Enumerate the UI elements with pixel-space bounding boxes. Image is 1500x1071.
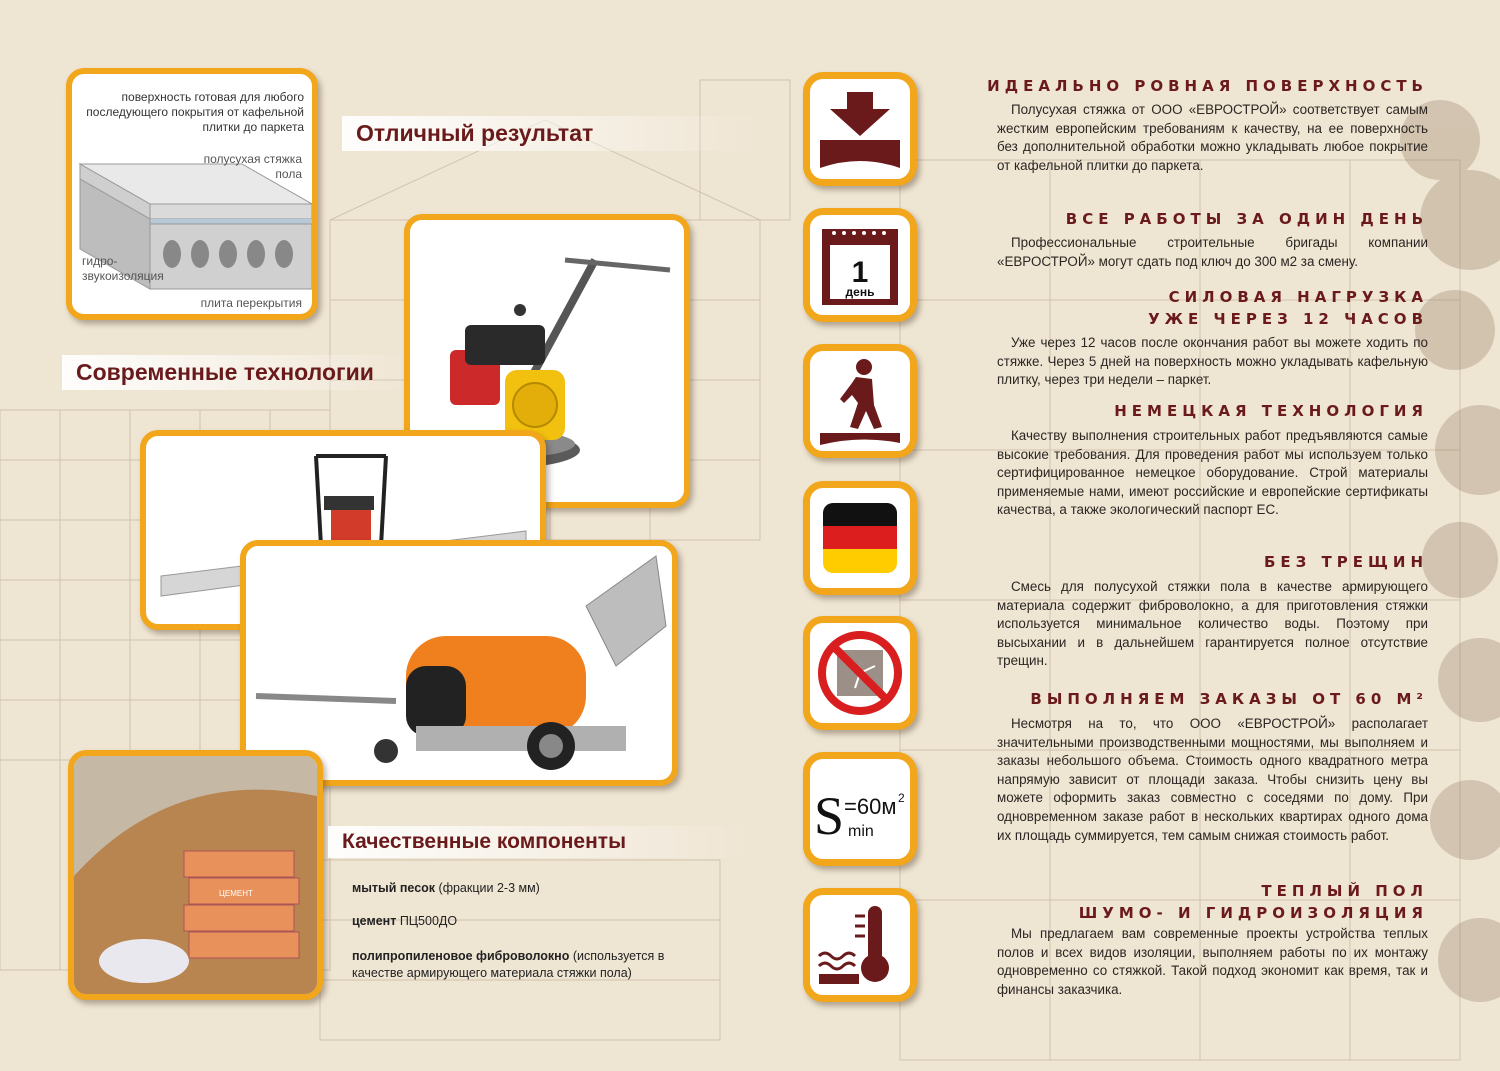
no-cracks-icon — [815, 628, 905, 718]
sand-cement-icon — [74, 756, 317, 994]
floor-layers-diagram — [66, 68, 318, 320]
flat-surface-icon — [815, 84, 905, 174]
section-title-flat-surface: ИДЕАЛЬНО РОВНАЯ ПОВЕРХНОСТЬ — [987, 77, 1428, 95]
section-title-one-day: ВСЕ РАБОТЫ ЗА ОДИН ДЕНЬ — [1065, 210, 1428, 228]
calendar-number: 1 — [851, 256, 869, 289]
section-body-no-cracks: Смесь для полусухой стяжки пола в качестве армирующего материала содержит фиброволокно, а для приготовления стяжки используется минимальное количество воды. Поэтому при высыхании и в дальнейшем гарантируется полное отсутствие трещин. — [997, 579, 1428, 669]
section-body-flat-surface: Полусухая стяжка от ООО «ЕВРОСТРОЙ» соответствует самым жестким европейским требованиям к качеству, на ее поверхность без дополнительной обработки можно укладывать любое покрытие от кафельной плитки до паркета. — [997, 102, 1428, 173]
one-day-tile — [803, 208, 917, 322]
section-title-no-cracks: БЕЗ ТРЕЩИН — [1263, 553, 1428, 571]
screed-pump-icon — [246, 546, 672, 780]
german-flag-tile — [803, 481, 917, 595]
formula-s: S — [814, 786, 845, 846]
section-title-german: НЕМЕЦКАЯ ТЕХНОЛОГИЯ — [1114, 402, 1428, 420]
calendar-icon — [814, 219, 906, 311]
section-title-warm-floor: ТЕПЛЫЙ ПОЛ — [1261, 882, 1428, 900]
section-body-load: Уже через 12 часов после окончания работ вы можете ходить по стяжке. Через 5 дней на поверхность можно укладывать кафельную плитку, через три недели – паркет. — [997, 335, 1428, 388]
section-title-min-order: ВЫПОЛНЯЕМ ЗАКАЗЫ ОТ 60 М² — [1030, 690, 1428, 708]
load-tile — [803, 344, 917, 458]
flat-surface-tile — [803, 72, 917, 186]
section-title-warm-floor-line2: ШУМО- И ГИДРОИЗОЛЯЦИЯ — [1078, 904, 1428, 922]
component-cement: цемент ПЦ500ДО — [352, 914, 458, 928]
diagram-screed-label: полусухая стяжка пола — [203, 152, 302, 181]
min-area-tile — [803, 752, 917, 866]
section-body-one-day: Профессиональные строительные бригады компании «ЕВРОСТРОЙ» могут сдать под ключ до 300 м2 за смену. — [997, 235, 1428, 269]
bag-label: ЦЕМЕНТ — [219, 889, 253, 898]
walking-person-icon — [814, 355, 906, 447]
result-heading: Отличный результат — [342, 116, 762, 151]
component-fiber: полипропиленовое фиброволокно (используется в качестве армирующего материала стяжки пола) — [352, 949, 665, 980]
diagram-insulation-label: гидро- звукоизоляция — [82, 254, 164, 283]
warm-floor-tile — [803, 888, 917, 1002]
german-flag-icon — [823, 503, 897, 573]
no-cracks-tile — [803, 616, 917, 730]
component-sand: мытый песок (фракции 2-3 мм) — [352, 881, 540, 895]
thermometer-water-icon — [815, 900, 905, 990]
diagram-slab-label: плита перекрытия — [200, 296, 302, 310]
components-heading: Качественные компоненты — [328, 826, 752, 858]
technology-heading: Современные технологии — [62, 355, 422, 390]
section-title-load: СИЛОВАЯ НАГРУЗКА — [1168, 288, 1428, 306]
formula-sup: 2 — [898, 791, 905, 805]
formula-sub: min — [848, 823, 874, 840]
section-body-min-order: Несмотря на то, что ООО «ЕВРОСТРОЙ» располагает значительными производственными мощностями, мы выполняем и заказы небольшого объема. Стоимость одного квадратного метра напрямую зависит от площади заказа. Чтобы снизить цену вы можете оформить заказ совместно с соседями по дому. При одновременном заказе работ в нескольких квартирах одного дома их площадь суммируется, тем самым снижая стоимость работ. — [997, 716, 1428, 843]
calendar-word: день — [845, 285, 875, 299]
section-title-load-line2: УЖЕ ЧЕРЕЗ 12 ЧАСОВ — [1148, 310, 1428, 328]
area-formula-icon — [812, 764, 908, 854]
section-body-german: Качеству выполнения строительных работ предъявляются самые высокие требования. Для проведения работ мы используем только сертифицированное немецкое оборудование. Строй материалы применяемые нами, имеют российские и европейские сертификаты качества, а также экологический паспорт ЕС. — [997, 428, 1428, 518]
section-body-warm-floor: Мы предлагаем вам современные проекты устройства теплых полов и всех видов изоляции, выполняем работы по их монтажу одновременно со стяжкой. Такой подход экономит как время, так и финансы заказчика. — [997, 926, 1428, 997]
formula-value: =60м — [844, 794, 897, 819]
materials-photo — [68, 750, 323, 1000]
diagram-top-note: поверхность готовая для любого последующего покрытия от кафельной плитки до паркета — [86, 90, 304, 134]
